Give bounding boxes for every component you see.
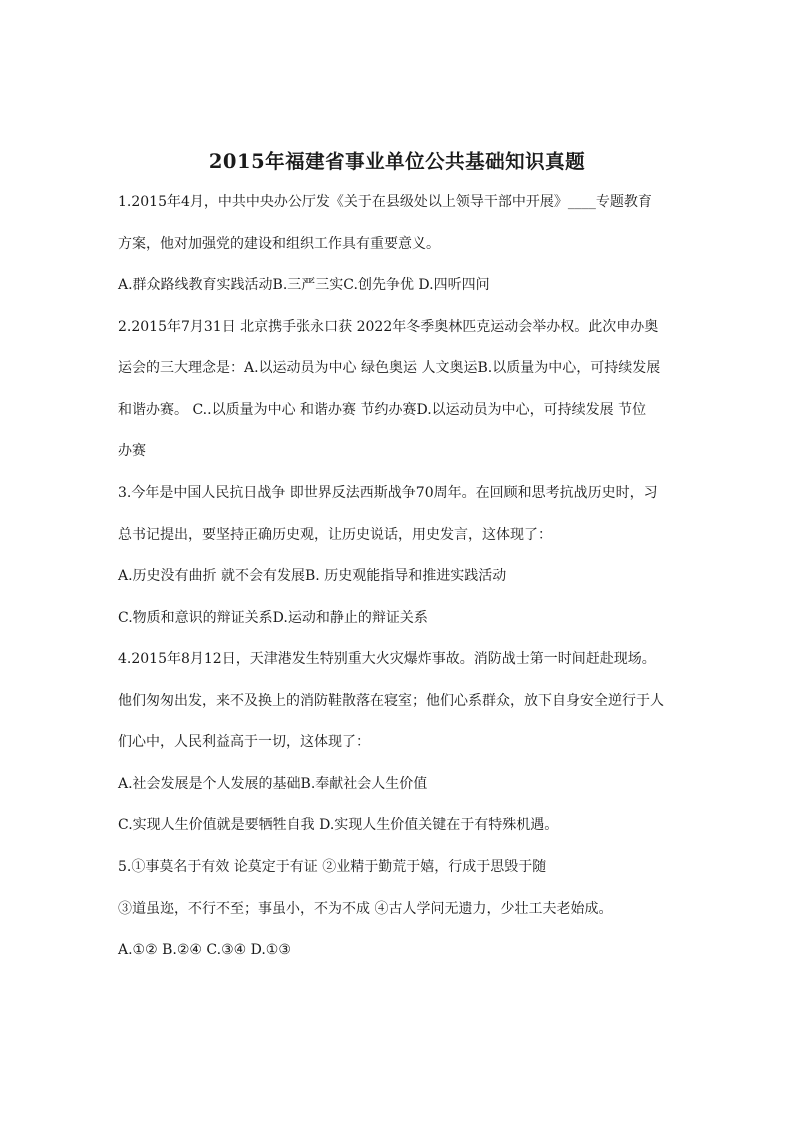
text-line: C.物质和意识的辩证关系D.运动和静止的辩证关系 — [118, 610, 428, 626]
document-title: 2015年福建省事业单位公共基础知识真题 — [208, 150, 586, 173]
text-line: 运会的三大理念是：A.以运动员为中心 绿色奥运 人文奥运B.以质量为中心，可持续发展 — [118, 360, 661, 376]
text-line: 们心中，人民利益高于一切，这体现了： — [118, 734, 370, 750]
text-line: 总书记提出，要坚持正确历史观，让历史说话，用史发言，这体现了： — [118, 527, 552, 543]
text-line: 1.2015年4月，中共中央办公厅发《关于在县级处以上领导干部中开展》____专题教育 — [118, 194, 652, 210]
text-line: 方案，他对加强党的建设和组织工作具有重要意义。 — [118, 236, 440, 252]
text-line: 他们匆匆出发，来不及换上的消防鞋散落在寝室；他们心系群众，放下自身安全逆行于人 — [118, 693, 664, 709]
text-line: C.实现人生价值就是要牺牲自我 D.实现人生价值关键在于有特殊机遇。 — [118, 817, 559, 833]
text-line: 办赛 — [118, 443, 146, 459]
text-line: ③道虽迩，不行不至；事虽小，不为不成 ④古人学问无遗力，少壮工夫老始成。 — [118, 901, 613, 917]
text-line: A.社会发展是个人发展的基础B.奉献社会人生价值 — [118, 776, 428, 792]
text-line: 5.①事莫名于有效 论莫定于有证 ②业精于勤荒于嬉，行成于思毁于随 — [118, 859, 547, 875]
text-line: A.历史没有曲折 就不会有发展B. 历史观能指导和推进实践活动 — [118, 568, 507, 584]
text-line: 和谐办赛。 C..以质量为中心 和谐办赛 节约办赛D.以运动员为中心，可持续发展 节位 — [118, 402, 647, 418]
text-line: A.①② B.②④ C.③④ D.①③ — [118, 942, 291, 958]
text-line: 3.今年是中国人民抗日战争 即世界反法西斯战争70周年。在回顾和思考抗战历史时，习 — [118, 485, 658, 501]
text-line: A.群众路线教育实践活动B.三严三实C.创先争优 D.四听四问 — [118, 277, 490, 293]
text-line: 2.2015年7月31日 北京携手张永口获 2022年冬季奥林匹克运动会举办权。此次申办奥 — [118, 319, 659, 335]
text-line: 4.2015年8月12日，天津港发生特别重大火灾爆炸事故。消防战士第一时间赶赴现场。 — [118, 651, 656, 667]
